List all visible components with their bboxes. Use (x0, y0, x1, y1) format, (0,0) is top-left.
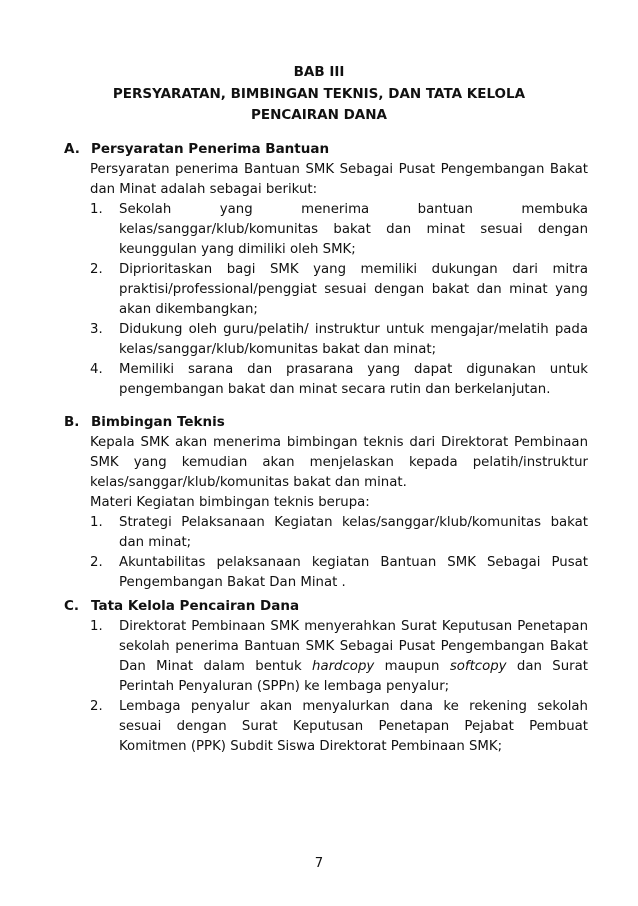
list-item-line: Komitmen (PPK) Subdit Siswa Direktorat Pembinaan SMK; (119, 739, 503, 754)
section-b-title: Bimbingan Teknis (91, 414, 225, 430)
list-item-line: Didukung oleh guru/pelatih/ instruktur untuk mengajar/melatih pada (119, 322, 588, 337)
list-item-number: 2. (90, 555, 103, 570)
list-item-number: 3. (90, 322, 103, 337)
list-item-line: sesuai dengan Surat Keputusan Penetapan Pejabat Pembuat (119, 719, 588, 734)
section-c-title: Tata Kelola Pencairan Dana (91, 598, 300, 614)
list-item-line: Sekolah yang menerima bantuan membuka (119, 202, 588, 217)
section-c-heading (64, 598, 299, 614)
list-item-line (119, 657, 588, 677)
section-a-title: Persyaratan Penerima Bantuan (91, 141, 330, 157)
list-item-line: Perintah Penyaluran (SPPn) ke lembaga penyalur; (119, 679, 450, 694)
chapter-title-line1: PERSYARATAN, BIMBINGAN TEKNIS, DAN TATA KELOLA (112, 86, 526, 102)
list-item (90, 617, 588, 697)
list-item (90, 260, 588, 320)
chapter-label: BAB III (293, 64, 345, 80)
section-c-letter: C. (64, 598, 80, 614)
paragraph-line: kelas/sanggar/klub/komunitas bakat dan minat. (90, 475, 407, 490)
list-item-number: 2. (90, 262, 103, 277)
softcopy-term: softcopy (449, 659, 507, 674)
hardcopy-term: hardcopy (312, 659, 375, 674)
list-item-line: sekolah penerima Bantuan SMK Sebagai Pusat Pengembangan Bakat (119, 639, 588, 654)
page-number: 7 (314, 856, 324, 871)
list-item-line: Memiliki sarana dan prasarana yang dapat digunakan untuk (119, 362, 588, 377)
text-run: dan Surat (506, 659, 588, 674)
paragraph-line: Materi Kegiatan bimbingan teknis berupa: (90, 495, 370, 510)
list-item-number: 1. (90, 202, 103, 217)
list-item (90, 553, 588, 593)
list-item-line: Akuntabilitas pelaksanaan kegiatan Bantuan SMK Sebagai Pusat (119, 555, 588, 570)
list-item-line: keunggulan yang dimiliki oleh SMK; (119, 242, 356, 257)
section-b-paragraph (90, 433, 588, 513)
list-item (90, 697, 588, 757)
section-a-intro-line: Persyaratan penerima Bantuan SMK Sebagai Pusat Pengembangan Bakat (90, 162, 588, 177)
section-a-list (90, 200, 588, 400)
list-item-line: Diprioritaskan bagi SMK yang memiliki dukungan dari mitra (119, 262, 588, 277)
list-item (90, 513, 588, 553)
section-a-intro-line: dan Minat adalah sebagai berikut: (90, 182, 318, 197)
list-item-line: pengembangan bakat dan minat secara rutin dan berkelanjutan. (119, 382, 551, 397)
paragraph-line: Kepala SMK akan menerima bimbingan teknis dari Direktorat Pembinaan (90, 435, 588, 450)
list-item-line: Lembaga penyalur akan menyalurkan dana ke rekening sekolah (119, 699, 588, 714)
list-item-line: Direktorat Pembinaan SMK menyerahkan Surat Keputusan Penetapan (119, 619, 588, 634)
text-run: maupun (374, 659, 450, 674)
list-item-number: 1. (90, 515, 103, 530)
list-item (90, 360, 588, 400)
section-b-list (90, 513, 588, 593)
list-item-number: 2. (90, 699, 103, 714)
section-b-heading (64, 414, 225, 430)
paragraph-line: SMK yang kemudian akan menjelaskan kepada pelatih/instruktur (90, 455, 588, 470)
section-a-letter: A. (64, 141, 80, 157)
list-item-line: akan dikembangkan; (119, 302, 258, 317)
list-item-line: Strategi Pelaksanaan Kegiatan kelas/sanggar/klub/komunitas bakat (119, 515, 588, 530)
list-item-line: dan minat; (119, 535, 192, 550)
section-c-list (90, 617, 588, 757)
list-item-line: kelas/sanggar/klub/komunitas bakat dan minat sesuai dengan (119, 222, 588, 237)
section-b-letter: B. (64, 414, 80, 430)
list-item-line: praktisi/professional/penggiat sesuai dengan bakat dan minat yang (119, 282, 588, 297)
section-a-intro (90, 160, 588, 200)
list-item (90, 320, 588, 360)
list-item (90, 200, 588, 260)
list-item-line: kelas/sanggar/klub/komunitas bakat dan minat; (119, 342, 437, 357)
list-item-number: 1. (90, 619, 103, 634)
chapter-title-line2: PENCAIRAN DANA (250, 107, 388, 123)
text-run: Dan Minat dalam bentuk (119, 659, 313, 674)
list-item-line: Pengembangan Bakat Dan Minat . (119, 575, 346, 590)
section-a-heading (64, 141, 329, 157)
list-item-number: 4. (90, 362, 103, 377)
